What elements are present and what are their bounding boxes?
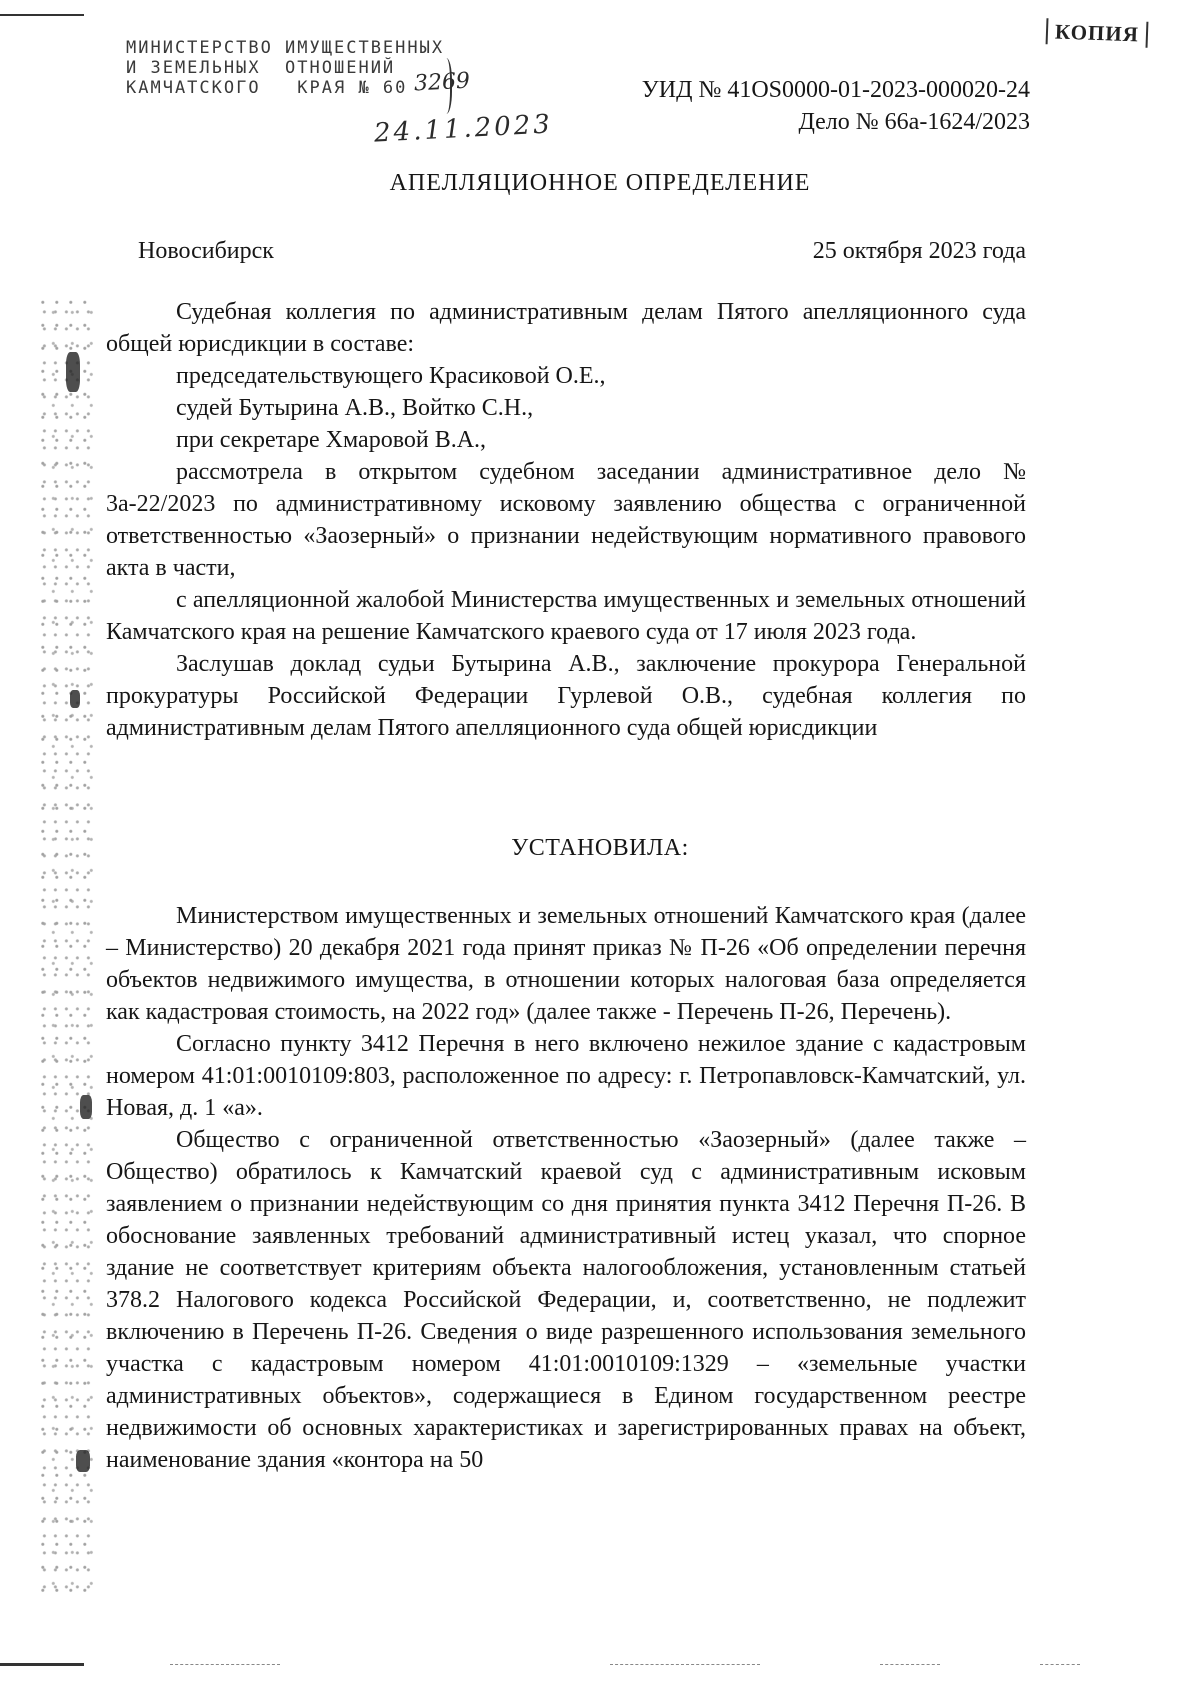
document-title: АПЕЛЛЯЦИОННОЕ ОПРЕДЕЛЕНИЕ xyxy=(389,170,811,196)
stamp-line: МИНИСТЕРСТВО ИМУЩЕСТВЕННЫХ xyxy=(126,38,445,58)
scan-blot xyxy=(76,1450,90,1472)
incoming-registration-stamp xyxy=(126,38,444,98)
uid-number: УИД № 41OS0000-01-2023-000020-24 xyxy=(641,77,1030,103)
paragraph: Общество с ограниченной ответственностью «Заозерный» (далее также – Общество) обратилось к Камчатский краевой суд с административным исковым заявлением о признании недействующим со дня принятия пункта 3412 Перечня П-26. В обоснование заявленных требований административный истец указал, что спорное здание не соответствует критериям объекта налогообложения, установленным статьей 378.2 Налогового кодекса Российской Федерации, и, соответственно, не подлежит включению в Перечень П-26. Сведения о виде разрешенного использования земельного участка с кадастровым номером 41:01:0010109:1329 – «земельные участки административных объектов», содержащиеся в Едином государственном реестре недвижимости об основных характеристиках и зарегистрированных правах на объект, наименование здания «контора на 50 xyxy=(106,1127,1026,1473)
findings-section xyxy=(106,900,1026,1476)
handwritten-registration-number: 3269 xyxy=(413,68,471,97)
paragraph: при секретаре Хмаровой В.А., xyxy=(176,427,487,453)
paragraph: с апелляционной жалобой Министерства имущественных и земельных отношений Камчатского края на решение Камчатского краевого суда от 17 июля 2023 года. xyxy=(106,587,1026,645)
paragraph: судей Бутырина А.В., Войтко С.Н., xyxy=(176,395,534,421)
paragraph: Заслушав доклад судьи Бутырина А.В., заключение прокурора Генеральной прокуратуры Российской Федерации Гурлевой О.В., судебная коллегия по административным делам Пятого апелляционного суда общей юрисдикции xyxy=(106,651,1026,741)
scan-blot xyxy=(66,352,80,392)
case-number: Дело № 66а-1624/2023 xyxy=(798,109,1030,135)
scan-edge-dash xyxy=(170,1664,280,1666)
place-of-issue: Новосибирск xyxy=(138,238,274,264)
scan-edge-line-top xyxy=(0,14,84,16)
stamp-line: КАМЧАТСКОГО КРАЯ № 60 xyxy=(126,78,408,98)
scan-edge-line-bottom xyxy=(0,1663,84,1666)
intro-section xyxy=(106,296,1026,744)
handwritten-registration-date: 24.11.2023 xyxy=(373,109,554,149)
paragraph: Министерством имущественных и земельных отношений Камчатского края (далее – Министерство) 20 декабря 2021 года принят приказ № П-26 «Об определении перечня объектов недвижимого имущества, в отношении которых налоговая база определяется как кадастровая стоимость, на 2022 год» (далее также - Перечень П-26, Перечень). xyxy=(106,903,1026,1025)
paragraph: Судебная коллегия по административным делам Пятого апелляционного суда общей юрисдикции в составе: xyxy=(106,299,1026,357)
case-identifiers xyxy=(642,74,1030,138)
stamp-line: И ЗЕМЕЛЬНЫХ ОТНОШЕНИЙ xyxy=(126,58,396,78)
scan-edge-dash xyxy=(880,1664,940,1666)
paragraph: председательствующего Красиковой О.Е., xyxy=(176,363,606,389)
date-of-issue: 25 октября 2023 года xyxy=(812,238,1026,264)
paragraph: Согласно пункту 3412 Перечня в него включено нежилое здание с кадастровым номером 41:01:0010109:803, расположенное по адресу: г. Петропавловск-Камчатский, ул. Новая, д. 1 «а». xyxy=(106,1031,1026,1121)
copy-stamp: КОПИЯ xyxy=(1046,18,1149,48)
scan-blot xyxy=(70,690,80,708)
scan-edge-dash xyxy=(1040,1664,1080,1666)
paragraph: рассмотрела в открытом судебном заседании административное дело № 3а-22/2023 по административному исковому заявлению общества с ограниченной ответственностью «Заозерный» о признании недействующим нормативного правового акта в части, xyxy=(106,459,1026,581)
scan-margin-noise xyxy=(40,300,96,1600)
scan-edge-dash xyxy=(610,1664,760,1666)
section-heading: УСТАНОВИЛА: xyxy=(511,835,689,861)
scan-blot xyxy=(80,1095,92,1119)
